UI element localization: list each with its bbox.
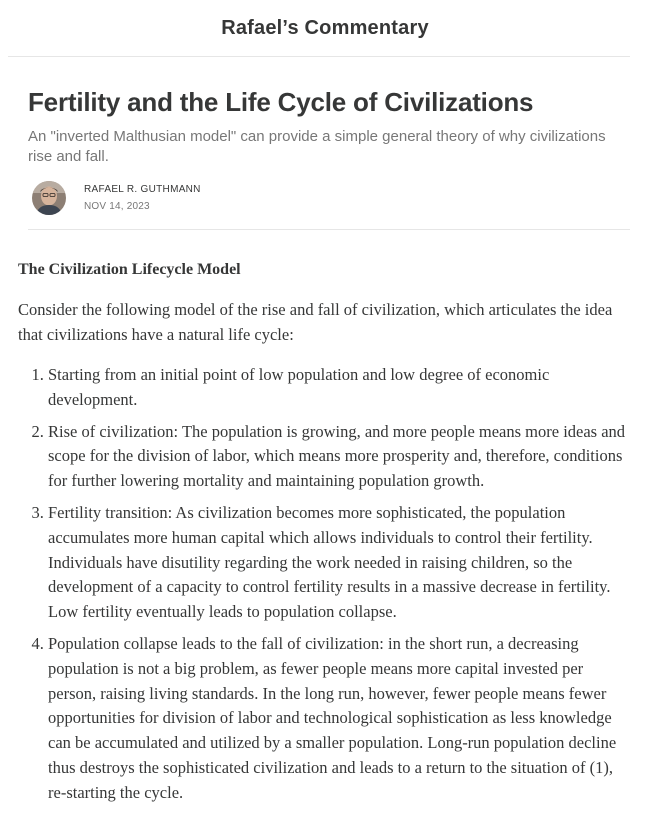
author-name[interactable]: RAFAEL R. GUTHMANN xyxy=(84,184,201,195)
lifecycle-steps-list xyxy=(18,363,628,806)
author-avatar[interactable] xyxy=(32,181,66,215)
list-item: 2. Rise of civilization: The population is growing, and more people means more ideas and scope for the division of labor, which means more prosperity and, therefore, conditions for further lowering mortality and maintaining population growth. xyxy=(48,420,628,494)
post-date: NOV 14, 2023 xyxy=(84,201,150,212)
post-subtitle: An "inverted Malthusian model" can provide a simple general theory of why civilizations rise and fall. xyxy=(28,128,606,165)
post-title: Fertility and the Life Cycle of Civilizations xyxy=(28,87,534,117)
byline xyxy=(28,181,630,230)
masthead xyxy=(8,0,630,57)
post-header xyxy=(28,57,630,230)
list-item: 3. Fertility transition: As civilization becomes more sophisticated, the population accumulates more human capital which allows individuals to control their fertility. Individuals have disutility regarding the work needed in raising children, so the development of a capacity to control fertility results in a massive decrease in fertility. Low fertility eventually leads to population collapse. xyxy=(48,501,628,625)
intro-paragraph: Consider the following model of the rise and fall of civilization, which articulates the idea that civilizations have a natural life cycle: xyxy=(18,300,613,344)
list-item: 1. Starting from an initial point of low population and low degree of economic development. xyxy=(48,363,628,413)
byline-meta xyxy=(84,184,201,212)
publication-title[interactable]: Rafael’s Commentary xyxy=(221,16,429,39)
article-body xyxy=(18,260,628,806)
list-item: 4. Population collapse leads to the fall of civilization: in the short run, a decreasing population is not a big problem, as fewer people means more capital invested per person, raising living standards. In the long run, however, fewer people means fewer opportunities for division of labor and technological sophistication as less knowledge can be accumulated and utilized by a smaller population. Long-run population decline thus destroys the sophisticated civilization and leads to a return to the situation of (1), re-starting the cycle. xyxy=(48,632,628,806)
section-heading: The Civilization Lifecycle Model xyxy=(18,261,241,278)
